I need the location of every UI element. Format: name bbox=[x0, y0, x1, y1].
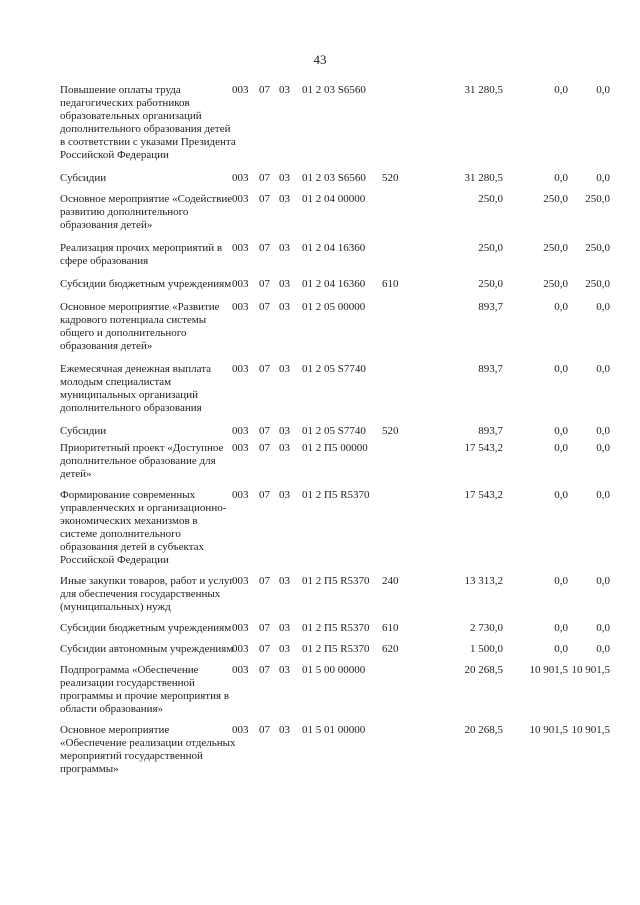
row-name: Субсидии автономным учреждениям bbox=[60, 643, 234, 655]
amount-year-2: 0,0 bbox=[554, 575, 568, 587]
amount-year-1: 250,0 bbox=[478, 278, 503, 290]
expense-type-code: 240 bbox=[382, 575, 399, 587]
expense-type-code: 610 bbox=[382, 278, 399, 290]
subsection-code: 03 bbox=[279, 664, 290, 676]
section-code: 07 bbox=[259, 84, 270, 96]
section-code: 07 bbox=[259, 172, 270, 184]
ministry-code: 003 bbox=[232, 643, 249, 655]
amount-year-1: 2 730,0 bbox=[470, 622, 503, 634]
page-number: 43 bbox=[313, 52, 327, 67]
subsection-code: 03 bbox=[279, 442, 290, 454]
table-row bbox=[60, 489, 620, 567]
amount-year-1: 20 268,5 bbox=[464, 664, 503, 676]
section-code: 07 bbox=[259, 664, 270, 676]
amount-year-3: 250,0 bbox=[585, 193, 610, 205]
amount-year-2: 0,0 bbox=[554, 643, 568, 655]
table-row bbox=[60, 242, 620, 268]
section-code: 07 bbox=[259, 575, 270, 587]
amount-year-3: 10 901,5 bbox=[571, 724, 610, 736]
row-name: Субсидии бюджетным учреждениям bbox=[60, 622, 232, 634]
row-name: Субсидии бюджетным учреждениям bbox=[60, 278, 232, 290]
amount-year-3: 0,0 bbox=[596, 172, 610, 184]
amount-year-1: 20 268,5 bbox=[464, 724, 503, 736]
target-code: 01 2 04 16360 bbox=[302, 242, 366, 254]
target-code: 01 2 П5 00000 bbox=[302, 442, 368, 454]
row-name: Ежемесячная денежная выплата молодым специалистам муниципальных организаций дополнительного образования bbox=[60, 363, 212, 414]
target-code: 01 5 01 00000 bbox=[302, 724, 366, 736]
amount-year-2: 0,0 bbox=[554, 363, 568, 375]
ministry-code: 003 bbox=[232, 442, 249, 454]
section-code: 07 bbox=[259, 363, 270, 375]
target-code: 01 2 П5 R5370 bbox=[302, 643, 370, 655]
table-row bbox=[60, 172, 620, 185]
amount-year-3: 250,0 bbox=[585, 242, 610, 254]
subsection-code: 03 bbox=[279, 425, 290, 437]
row-name: Подпрограмма «Обеспечение реализации государственной программы и прочие мероприятия в области образования» bbox=[60, 664, 230, 715]
table-row bbox=[60, 643, 620, 656]
amount-year-3: 10 901,5 bbox=[571, 664, 610, 676]
section-code: 07 bbox=[259, 622, 270, 634]
amount-year-2: 0,0 bbox=[554, 442, 568, 454]
subsection-code: 03 bbox=[279, 278, 290, 290]
amount-year-3: 0,0 bbox=[596, 301, 610, 313]
amount-year-1: 250,0 bbox=[478, 193, 503, 205]
target-code: 01 2 05 00000 bbox=[302, 301, 366, 313]
table-row bbox=[60, 193, 620, 232]
amount-year-3: 0,0 bbox=[596, 442, 610, 454]
ministry-code: 003 bbox=[232, 84, 249, 96]
target-code: 01 2 03 S6560 bbox=[302, 84, 366, 96]
table-row bbox=[60, 442, 620, 481]
subsection-code: 03 bbox=[279, 363, 290, 375]
section-code: 07 bbox=[259, 489, 270, 501]
amount-year-1: 17 543,2 bbox=[464, 442, 503, 454]
subsection-code: 03 bbox=[279, 643, 290, 655]
section-code: 07 bbox=[259, 724, 270, 736]
row-name: Формирование современных управленческих и организационно-экономических механизмов в системе дополнительного образования детей в субъектах Российской Федерации bbox=[60, 489, 227, 566]
amount-year-3: 0,0 bbox=[596, 622, 610, 634]
ministry-code: 003 bbox=[232, 664, 249, 676]
subsection-code: 03 bbox=[279, 301, 290, 313]
target-code: 01 2 П5 R5370 bbox=[302, 489, 370, 501]
section-code: 07 bbox=[259, 242, 270, 254]
table-row bbox=[60, 575, 620, 614]
ministry-code: 003 bbox=[232, 301, 249, 313]
ministry-code: 003 bbox=[232, 425, 249, 437]
target-code: 01 2 05 S7740 bbox=[302, 425, 366, 437]
expense-type-code: 520 bbox=[382, 425, 399, 437]
target-code: 01 2 П5 R5370 bbox=[302, 622, 370, 634]
amount-year-3: 0,0 bbox=[596, 643, 610, 655]
ministry-code: 003 bbox=[232, 363, 249, 375]
row-name: Приоритетный проект «Доступное дополнительное образование для детей» bbox=[60, 442, 224, 480]
row-name: Повышение оплаты труда педагогических работников образовательных организаций дополнительного образования детей в соответствии с указами Президента Российской Федерации bbox=[60, 84, 236, 161]
target-code: 01 5 00 00000 bbox=[302, 664, 366, 676]
amount-year-3: 0,0 bbox=[596, 489, 610, 501]
amount-year-3: 0,0 bbox=[596, 84, 610, 96]
section-code: 07 bbox=[259, 442, 270, 454]
target-code: 01 2 04 16360 bbox=[302, 278, 366, 290]
amount-year-2: 0,0 bbox=[554, 622, 568, 634]
expense-type-code: 610 bbox=[382, 622, 399, 634]
subsection-code: 03 bbox=[279, 575, 290, 587]
expense-type-code: 520 bbox=[382, 172, 399, 184]
amount-year-1: 893,7 bbox=[478, 363, 503, 375]
row-name: Субсидии bbox=[60, 425, 107, 437]
amount-year-1: 250,0 bbox=[478, 242, 503, 254]
row-name: Субсидии bbox=[60, 172, 107, 184]
amount-year-1: 31 280,5 bbox=[464, 172, 503, 184]
table-row bbox=[60, 724, 620, 776]
section-code: 07 bbox=[259, 278, 270, 290]
budget-table bbox=[60, 84, 620, 776]
table-row bbox=[60, 363, 620, 415]
row-name: Основное мероприятие «Обеспечение реализации отдельных мероприятий государственной программы» bbox=[60, 724, 236, 775]
section-code: 07 bbox=[259, 301, 270, 313]
section-code: 07 bbox=[259, 193, 270, 205]
ministry-code: 003 bbox=[232, 622, 249, 634]
table-row bbox=[60, 425, 620, 438]
amount-year-1: 31 280,5 bbox=[464, 84, 503, 96]
ministry-code: 003 bbox=[232, 193, 249, 205]
row-name: Иные закупки товаров, работ и услуг для обеспечения государственных (муниципальных) нужд bbox=[60, 575, 234, 613]
subsection-code: 03 bbox=[279, 489, 290, 501]
table-row bbox=[60, 278, 620, 291]
amount-year-2: 10 901,5 bbox=[529, 664, 568, 676]
amount-year-2: 250,0 bbox=[543, 193, 568, 205]
amount-year-3: 0,0 bbox=[596, 575, 610, 587]
ministry-code: 003 bbox=[232, 172, 249, 184]
target-code: 01 2 П5 R5370 bbox=[302, 575, 370, 587]
amount-year-3: 250,0 bbox=[585, 278, 610, 290]
table-row bbox=[60, 664, 620, 716]
subsection-code: 03 bbox=[279, 172, 290, 184]
amount-year-2: 10 901,5 bbox=[529, 724, 568, 736]
ministry-code: 003 bbox=[232, 489, 249, 501]
row-name: Реализация прочих мероприятий в сфере образования bbox=[60, 242, 223, 267]
amount-year-2: 0,0 bbox=[554, 301, 568, 313]
amount-year-2: 250,0 bbox=[543, 242, 568, 254]
ministry-code: 003 bbox=[232, 724, 249, 736]
amount-year-2: 0,0 bbox=[554, 172, 568, 184]
target-code: 01 2 05 S7740 bbox=[302, 363, 366, 375]
target-code: 01 2 04 00000 bbox=[302, 193, 366, 205]
section-code: 07 bbox=[259, 425, 270, 437]
amount-year-3: 0,0 bbox=[596, 425, 610, 437]
amount-year-1: 1 500,0 bbox=[470, 643, 503, 655]
amount-year-2: 0,0 bbox=[554, 84, 568, 96]
subsection-code: 03 bbox=[279, 84, 290, 96]
amount-year-1: 893,7 bbox=[478, 425, 503, 437]
expense-type-code: 620 bbox=[382, 643, 399, 655]
section-code: 07 bbox=[259, 643, 270, 655]
table-row bbox=[60, 622, 620, 635]
subsection-code: 03 bbox=[279, 622, 290, 634]
amount-year-2: 250,0 bbox=[543, 278, 568, 290]
subsection-code: 03 bbox=[279, 193, 290, 205]
amount-year-2: 0,0 bbox=[554, 489, 568, 501]
ministry-code: 003 bbox=[232, 575, 249, 587]
subsection-code: 03 bbox=[279, 242, 290, 254]
target-code: 01 2 03 S6560 bbox=[302, 172, 366, 184]
subsection-code: 03 bbox=[279, 724, 290, 736]
row-name: Основное мероприятие «Содействие развитию дополнительного образования детей» bbox=[60, 193, 233, 231]
amount-year-2: 0,0 bbox=[554, 425, 568, 437]
amount-year-1: 893,7 bbox=[478, 301, 503, 313]
row-name: Основное мероприятие «Развитие кадрового потенциала системы общего и дополнительного образования детей» bbox=[60, 301, 220, 352]
table-row bbox=[60, 301, 620, 353]
amount-year-1: 17 543,2 bbox=[464, 489, 503, 501]
amount-year-1: 13 313,2 bbox=[464, 575, 503, 587]
table-row bbox=[60, 84, 620, 162]
amount-year-3: 0,0 bbox=[596, 363, 610, 375]
ministry-code: 003 bbox=[232, 278, 249, 290]
ministry-code: 003 bbox=[232, 242, 249, 254]
